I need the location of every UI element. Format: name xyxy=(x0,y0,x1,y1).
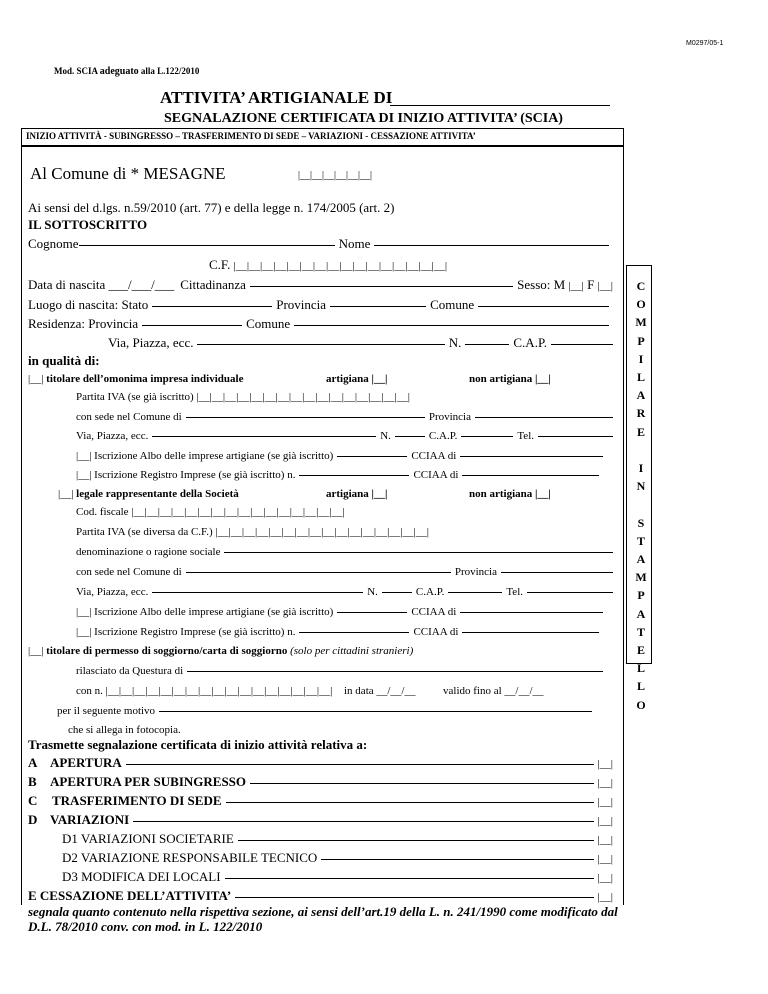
option-line[interactable] xyxy=(126,763,594,765)
comune-code-boxes[interactable]: |__|__|__|__|__|__| xyxy=(298,170,373,181)
permesso-questura-label: rilasciato da Questura di xyxy=(76,665,184,677)
cittadinanza-input[interactable] xyxy=(250,285,513,287)
side-letter: I xyxy=(638,461,644,476)
legale-cap-input[interactable] xyxy=(448,591,502,593)
trasmette-heading: Trasmette segnalazione certificata di inizio attività relativa a: xyxy=(28,737,368,752)
option-row-b xyxy=(28,774,613,790)
titolare-row xyxy=(28,373,243,385)
permesso-label: titolare di permesso di soggiorno/carta di soggiorno xyxy=(46,645,288,657)
legale-denominazione-input[interactable] xyxy=(224,551,613,553)
legale-denominazione-row xyxy=(76,546,613,558)
side-letter: N xyxy=(636,479,646,494)
titolare-piva-boxes[interactable]: |__|__|__|__|__|__|__|__|__|__|__|__|__|__|__|__| xyxy=(196,391,410,403)
residenza-provincia-label: Residenza: Provincia xyxy=(28,316,139,331)
titolare-registro-cciaa-label: CCIAA di xyxy=(413,469,459,481)
side-letter xyxy=(633,441,649,459)
titolare-artigiana-option[interactable]: artigiana |__| xyxy=(326,373,388,385)
comune-nascita-label: Comune xyxy=(430,297,475,312)
nome-label: Nome xyxy=(338,236,371,251)
document-code: M0297/05-1 xyxy=(686,40,724,47)
option-line[interactable] xyxy=(226,801,594,803)
titolare-n-label: N. xyxy=(380,430,391,442)
sub-option-checkbox[interactable]: |__| xyxy=(597,853,613,865)
via-label: Via, Piazza, ecc. xyxy=(108,335,194,350)
titolare-tel-input[interactable] xyxy=(538,435,613,437)
titolare-tel-label: Tel. xyxy=(517,430,534,442)
legale-cap-label: C.A.P. xyxy=(415,586,445,598)
cap-input[interactable] xyxy=(551,343,613,345)
option-label: TRASFERIMENTO DI SEDE xyxy=(52,793,222,808)
cessazione-line[interactable] xyxy=(235,896,593,898)
titolare-via-row xyxy=(76,430,613,442)
sub-option-checkbox[interactable]: |__| xyxy=(597,834,613,846)
row-nascita xyxy=(28,277,613,293)
stato-label: Luogo di nascita: Stato xyxy=(28,297,149,312)
option-line[interactable] xyxy=(250,782,594,784)
side-letter: P xyxy=(637,588,645,603)
titolare-registro-input[interactable] xyxy=(299,474,409,476)
side-letter: O xyxy=(636,697,646,712)
titolare-via-input[interactable] xyxy=(152,435,376,437)
option-row-e-cessazione xyxy=(28,888,613,904)
residenza-comune-label: Comune xyxy=(246,316,291,331)
option-line[interactable] xyxy=(133,820,593,822)
legale-registro-input[interactable] xyxy=(299,631,409,633)
permesso-checkbox[interactable]: |__| xyxy=(28,645,44,657)
legale-artigiana-option[interactable]: artigiana |__| xyxy=(326,488,388,500)
option-checkbox[interactable]: |__| xyxy=(597,796,613,808)
legale-n-label: N. xyxy=(367,586,378,598)
legale-row xyxy=(58,488,239,500)
side-letter: E xyxy=(636,424,645,439)
titolare-via-label: Via, Piazza, ecc. xyxy=(76,430,149,442)
in-qualita-di: in qualità di: xyxy=(28,353,100,368)
option-letter: D xyxy=(28,812,38,827)
sub-option-line[interactable] xyxy=(238,839,594,841)
permesso-questura-row xyxy=(76,665,607,677)
permesso-valido-field[interactable]: valido fino al __/__/__ xyxy=(443,685,544,697)
side-letter: T xyxy=(636,624,645,639)
legale-denominazione-label: denominazione o ragione sociale xyxy=(76,546,221,558)
sesso-f-checkbox[interactable]: |__| xyxy=(597,280,613,292)
side-letter: C xyxy=(636,279,646,293)
titolare-sede-label: con sede nel Comune di xyxy=(76,411,182,423)
option-row-a xyxy=(28,755,613,771)
titolare-cap-label: C.A.P. xyxy=(428,430,458,442)
titolare-n-input[interactable] xyxy=(395,435,425,437)
titolare-cap-input[interactable] xyxy=(461,435,513,437)
sub-option-row-d3 xyxy=(62,869,613,885)
titolare-label: titolare dell’omonima impresa individuale xyxy=(46,373,244,385)
numero-input[interactable] xyxy=(465,343,509,345)
sesso-label: Sesso: M xyxy=(517,277,566,292)
sub-option-checkbox[interactable]: |__| xyxy=(597,872,613,884)
titolare-albo-input[interactable] xyxy=(337,455,407,457)
permesso-con-n-label: con n. xyxy=(76,685,103,697)
side-letter: M xyxy=(635,570,647,585)
titolare-registro-checkbox[interactable]: |__| Iscrizione Registro Imprese (se già iscritto) n. xyxy=(76,469,296,481)
cittadinanza-label: Cittadinanza xyxy=(180,277,246,292)
sub-option-line[interactable] xyxy=(321,858,593,860)
option-label: APERTURA xyxy=(50,755,122,770)
comune-nascita-input[interactable] xyxy=(478,305,609,307)
provincia-label: Provincia xyxy=(276,297,327,312)
row-luogo-nascita xyxy=(28,297,613,313)
legale-tel-label: Tel. xyxy=(506,586,523,598)
cap-label: C.A.P. xyxy=(513,335,547,350)
option-letter: A xyxy=(28,755,38,770)
legale-piva-boxes[interactable]: |__|__|__|__|__|__|__|__|__|__|__|__|__|__|__|__| xyxy=(215,526,429,538)
legale-non-artigiana-option[interactable]: non artigiana |__| xyxy=(469,488,551,500)
option-checkbox[interactable]: |__| xyxy=(597,777,613,789)
side-letter: E xyxy=(636,643,645,658)
legale-via-input[interactable] xyxy=(152,591,363,593)
cessazione-label: E CESSAZIONE DELL’ATTIVITA’ xyxy=(28,888,232,903)
legale-provincia-label: Provincia xyxy=(454,566,497,578)
legale-sede-label: con sede nel Comune di xyxy=(76,566,182,578)
legale-via-row xyxy=(76,586,613,598)
data-nascita-field[interactable]: Data di nascita ___/___/___ xyxy=(28,277,175,292)
side-letter: O xyxy=(636,297,646,312)
permesso-motivo-row xyxy=(57,705,592,717)
sub-option-label: D1 VARIAZIONI SOCIETARIE xyxy=(62,831,234,846)
side-letter: S xyxy=(637,515,645,530)
side-letter: A xyxy=(636,552,646,567)
legale-cf-row: Cod. fiscale |__|__|__|__|__|__|__|__|__|__|__|__|__|__|__|__| xyxy=(76,506,345,518)
permesso-questura-input[interactable] xyxy=(187,670,603,672)
cessazione-checkbox[interactable]: |__| xyxy=(597,891,613,903)
side-letter: R xyxy=(636,406,646,421)
legal-reference: Ai sensi del d.lgs. n.59/2010 (art. 77) e della legge n. 174/2005 (art. 2) xyxy=(28,200,395,215)
cognome-label: Cognome xyxy=(28,236,79,251)
permesso-numero-boxes[interactable]: |__|__|__|__|__|__|__|__|__|__|__|__|__|__|__|__|__| xyxy=(105,685,333,697)
comune-value[interactable]: MESAGNE xyxy=(143,164,226,183)
comune-label: Al Comune di * MESAGNE xyxy=(30,164,226,183)
sub-option-row-d2 xyxy=(62,850,613,866)
side-letter: I xyxy=(638,351,644,366)
legale-n-input[interactable] xyxy=(382,591,412,593)
side-letter: L xyxy=(636,661,645,676)
page-subtitle: SEGNALAZIONE CERTIFICATA DI INIZIO ATTIVITA’ (SCIA) xyxy=(164,111,563,126)
sesso-m-checkbox[interactable]: |__| xyxy=(568,280,584,292)
titolare-sede-row xyxy=(76,411,613,423)
side-letter: M xyxy=(635,315,647,330)
residenza-comune-input[interactable] xyxy=(294,324,609,326)
side-letter: A xyxy=(636,388,646,403)
option-letter: B xyxy=(28,774,37,789)
legale-provincia-input[interactable] xyxy=(501,571,613,573)
titolare-registro-cciaa-input[interactable] xyxy=(462,474,599,476)
legale-checkbox[interactable]: |__| xyxy=(58,488,74,500)
footer-note: segnala quanto contenuto nella rispettiva sezione, ai sensi dell’art.19 della L. n. 241/1990 come modificato dal D.L. 78/2010 conv. con mod. in L. 122/2010 xyxy=(28,904,618,934)
legale-registro-cciaa-input[interactable] xyxy=(462,631,599,633)
permesso-row xyxy=(28,645,413,657)
titolare-checkbox[interactable]: |__| xyxy=(28,373,44,385)
row-residenza xyxy=(28,316,613,332)
side-letter: T xyxy=(636,533,645,548)
via-input[interactable] xyxy=(197,343,444,345)
permesso-note: (solo per cittadini stranieri) xyxy=(290,645,414,657)
sub-option-label: D2 VARIAZIONE RESPONSABILE TECNICO xyxy=(62,850,318,865)
permesso-numero-row xyxy=(76,685,332,697)
titolare-provincia-label: Provincia xyxy=(428,411,471,423)
permesso-data-field[interactable]: in data __/__/__ xyxy=(344,685,416,697)
permesso-motivo-input[interactable] xyxy=(159,710,592,712)
legale-tel-input[interactable] xyxy=(527,591,613,593)
cf-row: C.F. |__|__|__|__|__|__|__|__|__|__|__|__|__|__|__|__| xyxy=(209,257,448,272)
stato-input[interactable] xyxy=(152,305,272,307)
titolare-piva-row: Partita IVA (se già iscritto) |__|__|__|__|__|__|__|__|__|__|__|__|__|__|__|__| xyxy=(76,391,410,403)
permesso-allega: che si allega in fotocopia. xyxy=(68,724,181,736)
page-title: ATTIVITA’ ARTIGIANALE DI xyxy=(160,88,393,107)
legale-sede-row xyxy=(76,566,613,578)
option-label: VARIAZIONI xyxy=(50,812,130,827)
side-letter: L xyxy=(636,679,645,694)
option-label: APERTURA PER SUBINGRESSO xyxy=(50,774,247,789)
option-letter: C xyxy=(28,793,38,808)
side-letter: A xyxy=(636,606,646,621)
option-checkbox[interactable]: |__| xyxy=(597,758,613,770)
titolare-albo-checkbox[interactable]: |__| Iscrizione Albo delle imprese artigiane (se già iscritto) xyxy=(76,450,334,462)
residenza-provincia-input[interactable] xyxy=(142,324,242,326)
row-cognome-nome xyxy=(28,236,613,252)
titolare-albo-row xyxy=(76,450,607,462)
sub-option-label: D3 MODIFICA DEI LOCALI xyxy=(62,869,221,884)
legale-cciaa-label: CCIAA di xyxy=(411,606,457,618)
cf-boxes[interactable]: |__|__|__|__|__|__|__|__|__|__|__|__|__|__|__|__| xyxy=(233,260,448,272)
side-letter xyxy=(633,495,649,513)
sub-option-row-d1 xyxy=(62,831,613,847)
row-via-residenza xyxy=(108,335,613,351)
legale-via-label: Via, Piazza, ecc. xyxy=(76,586,149,598)
section-sottoscritto: IL SOTTOSCRITTO xyxy=(28,217,148,232)
titolare-cciaa-input[interactable] xyxy=(460,455,603,457)
legale-albo-row xyxy=(76,606,607,618)
legale-label: legale rappresentante della Società xyxy=(76,488,239,500)
legale-sede-input[interactable] xyxy=(186,571,451,573)
side-label-compilare-in-stampatello xyxy=(633,277,649,714)
legale-registro-cciaa-label: CCIAA di xyxy=(413,626,459,638)
mod-label: Mod. SCIA adeguato alla L.122/2010 xyxy=(54,66,200,77)
titolare-cciaa-label: CCIAA di xyxy=(411,450,457,462)
side-letter: P xyxy=(637,333,645,348)
legale-registro-checkbox[interactable]: |__| Iscrizione Registro Imprese (se già iscritto) n. xyxy=(76,626,296,638)
titolare-sede-input[interactable] xyxy=(186,416,425,418)
sesso-f-label: F xyxy=(587,277,595,292)
legale-albo-checkbox[interactable]: |__| Iscrizione Albo delle imprese artigiane (se già iscritto) xyxy=(76,606,334,618)
legale-cf-boxes[interactable]: |__|__|__|__|__|__|__|__|__|__|__|__|__|__|__|__| xyxy=(131,506,345,518)
cognome-input[interactable] xyxy=(79,244,335,246)
title-fill-line[interactable] xyxy=(390,105,610,106)
legale-piva-row: Partita IVA (se diversa da C.F.) |__|__|__|__|__|__|__|__|__|__|__|__|__|__|__|__| xyxy=(76,526,429,538)
option-row-d xyxy=(28,812,613,828)
provincia-input[interactable] xyxy=(330,305,426,307)
permesso-motivo-label: per il seguente motivo xyxy=(57,705,156,717)
header-bar-text: INIZIO ATTIVITÀ - SUBINGRESSO – TRASFERIMENTO DI SEDE – VARIAZIONI - CESSAZIONE ATTIVITA’ xyxy=(26,131,476,141)
numero-label: N. xyxy=(448,335,462,350)
legale-cciaa-input[interactable] xyxy=(460,611,603,613)
option-row-c xyxy=(28,793,613,809)
titolare-registro-row xyxy=(76,469,603,481)
titolare-non-artigiana-option[interactable]: non artigiana |__| xyxy=(469,373,551,385)
side-letter: L xyxy=(636,370,645,385)
legale-albo-input[interactable] xyxy=(337,611,407,613)
sub-option-line[interactable] xyxy=(225,877,594,879)
nome-input[interactable] xyxy=(374,244,609,246)
titolare-provincia-input[interactable] xyxy=(475,416,613,418)
legale-registro-row xyxy=(76,626,603,638)
option-checkbox[interactable]: |__| xyxy=(597,815,613,827)
